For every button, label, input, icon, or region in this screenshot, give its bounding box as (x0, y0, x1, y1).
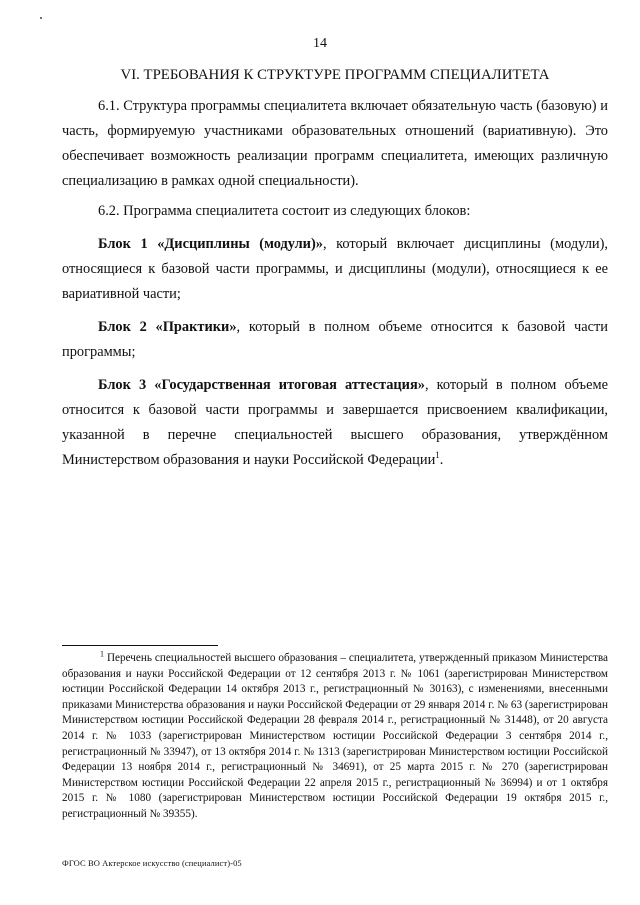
block-3-paragraph (62, 373, 608, 473)
block-1-paragraph (62, 232, 608, 307)
block-3-end: . (439, 452, 444, 468)
paragraph-6-2: 6.2. Программа специалитета состоит из следующих блоков: (98, 203, 471, 219)
document-footer: ФГОС ВО Актерское искусство (специалист)-05 (62, 858, 242, 868)
main-text (62, 64, 608, 481)
block-3-text: , который в полном объеме относится к базовой части программы и завершается присвоением квалификации, указанной в перечне специальностей высшего образования, утверждённом Министерством образования и науки Российской Федерации (62, 377, 608, 468)
page-number: 14 (313, 36, 327, 51)
block-2-title: Блок 2 «Практики» (98, 319, 237, 335)
block-2-paragraph (62, 315, 608, 365)
scan-speck (40, 17, 42, 19)
block-2-text: , который в полном объеме относится к базовой части программы; (62, 319, 608, 360)
footnote-marker: 1 (100, 649, 104, 659)
footnote-reference[interactable]: 1 (435, 450, 440, 461)
block-1-title: Блок 1 «Дисциплины (модули)» (98, 236, 323, 252)
paragraph-6-1: 6.1. Структура программы специалитета включает обязательную часть (базовую) и часть, формируемую участниками образовательных отношений (вариативную). Это обеспечивает возможность реализации программ специалитета, имеющих различную специализацию в рамках одной специальности). (62, 98, 608, 189)
block-1-text: , который включает дисциплины (модули), относящиеся к базовой части программы, и дисциплины (модули), относящиеся к ее вариативной части; (62, 236, 609, 302)
block-3-title: Блок 3 «Государственная итоговая аттестация» (98, 377, 425, 393)
footnote (62, 651, 608, 823)
footnote-text: Перечень специальностей высшего образования – специалитета, утвержденный приказом Министерства образования и науки Российской Федерации от 12 сентября 2013 г. № 1061 (зарегистрирован Министерством юстиции Российской Федерации 14 октября 2013 г., регистрационный № 30163), с изменениями, внесенными приказами Министерства образования и науки Российской Федерации от 29 января 2014 г. № 63 (зарегистрирован Министерством юстиции Российской Федерации 28 февраля 2014 г., регистрационный № 31448), от 20 августа 2014 г. № 1033 (зарегистрирован Министерством юстиции Российской Федерации 3 сентября 2014 г., регистрационный № 33947), от 13 октября 2014 г. № 1313 (зарегистрирован Министерством юстиции Российской Федерации 13 ноября 2014 г., регистрационный № 34691), от 25 марта 2015 г. № 270 (зарегистрирован Министерством юстиции Российской Федерации 22 апреля 2015 г., регистрационный № 36994) и от 1 октября 2015 г. № 1080 (зарегистрирован Министерством юстиции Российской Федерации 19 октября 2015 г., регистрационный № 39355). (62, 652, 608, 820)
section-heading: VI. ТРЕБОВАНИЯ К СТРУКТУРЕ ПРОГРАММ СПЕЦИАЛИТЕТА (120, 67, 550, 83)
footnote-divider (62, 645, 218, 646)
